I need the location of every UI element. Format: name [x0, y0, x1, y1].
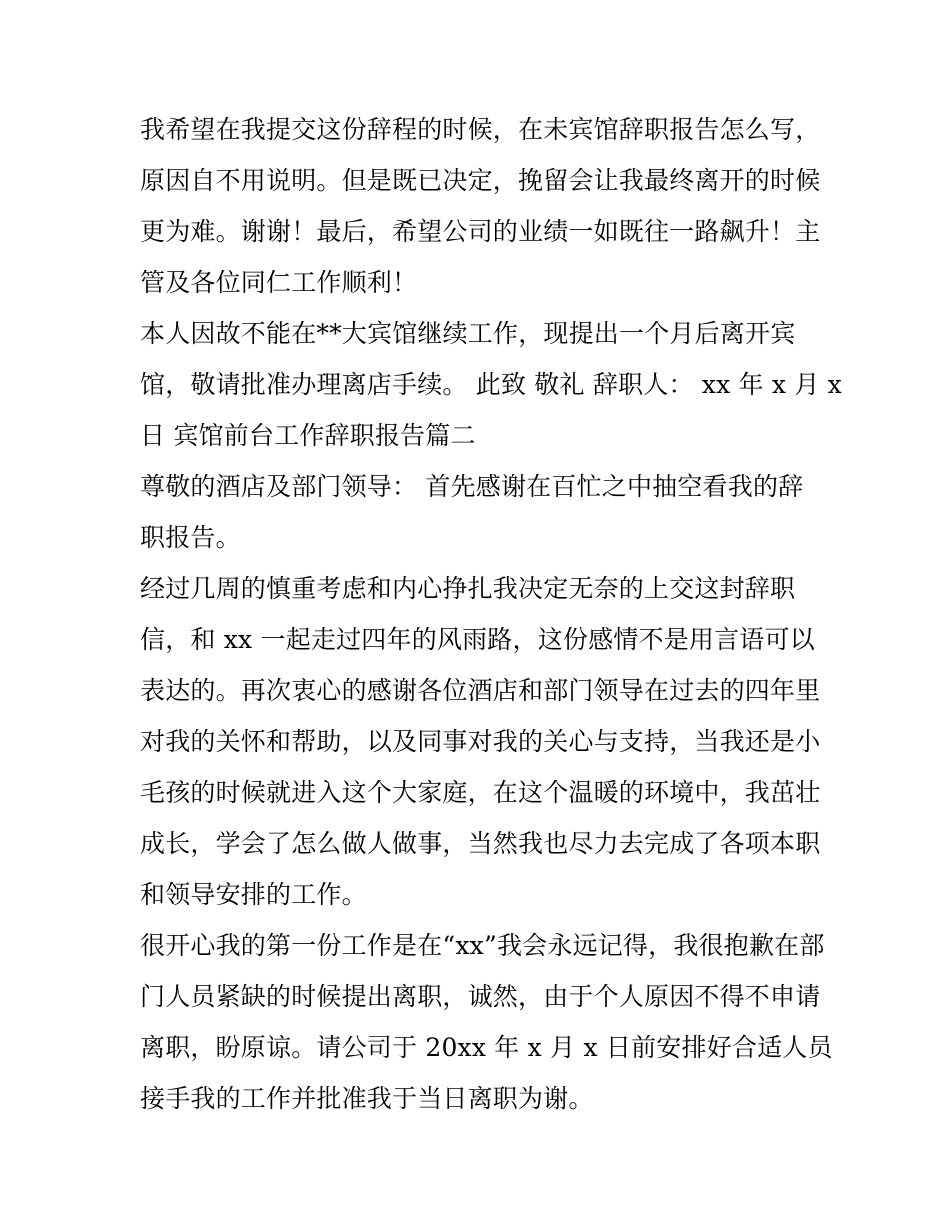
text-line: 管及各位同仁工作顺利！: [140, 268, 418, 297]
paragraph-3: [140, 461, 820, 563]
paragraph-1: [140, 104, 820, 308]
text-line: 很开心我的第一份工作是在“xx”我会永远记得，我很抱歉在部: [140, 931, 825, 960]
text-line: 职报告。: [140, 523, 241, 552]
paragraph-4: [140, 563, 820, 920]
text-line: 馆，敬请批准办理离店手续。 此致 敬礼 辞职人： xx 年 x 月 x: [140, 370, 842, 399]
text-line: 接手我的工作并批准我于当日离职为谢。: [140, 1084, 594, 1113]
text-line: 离职，盼原谅。请公司于 20xx 年 x 月 x 日前安排好合适人员: [140, 1033, 833, 1062]
text-line: 尊敬的酒店及部门领导： 首先感谢在百忙之中抽空看我的辞: [140, 472, 804, 501]
text-line: 成长，学会了怎么做人做事，当然我也尽力去完成了各项本职: [140, 829, 821, 858]
text-line: 和领导安排的工作。: [140, 880, 367, 909]
text-line: 经过几周的慎重考虑和内心挣扎我决定无奈的上交这封辞职: [140, 574, 796, 603]
text-line: 门人员紧缺的时候提出离职，诚然，由于个人原因不得不申请: [140, 982, 821, 1011]
paragraph-2: [140, 308, 842, 461]
text-line: 信，和 xx 一起走过四年的风雨路，这份感情不是用言语可以: [140, 625, 815, 654]
paragraph-5: [140, 920, 833, 1124]
text-line: 我希望在我提交这份辞程的时候，在未宾馆辞职报告怎么写，: [140, 115, 821, 144]
text-line: 对我的关怀和帮助，以及同事对我的关心与支持，当我还是小: [140, 727, 821, 756]
document-body: [140, 104, 842, 1124]
text-line: 毛孩的时候就进入这个大家庭，在这个温暖的环境中，我茁壮: [140, 778, 821, 807]
text-line: 表达的。再次衷心的感谢各位酒店和部门领导在过去的四年里: [140, 676, 821, 705]
text-line: 更为难。谢谢！最后，希望公司的业绩一如既往一路飙升！主: [140, 217, 821, 246]
text-line: 本人因故不能在**大宾馆继续工作，现提出一个月后离开宾: [140, 319, 796, 348]
text-line: 原因自不用说明。但是既已决定，挽留会让我最终离开的时候: [140, 166, 821, 195]
text-line: 日 宾馆前台工作辞职报告篇二: [140, 421, 476, 450]
